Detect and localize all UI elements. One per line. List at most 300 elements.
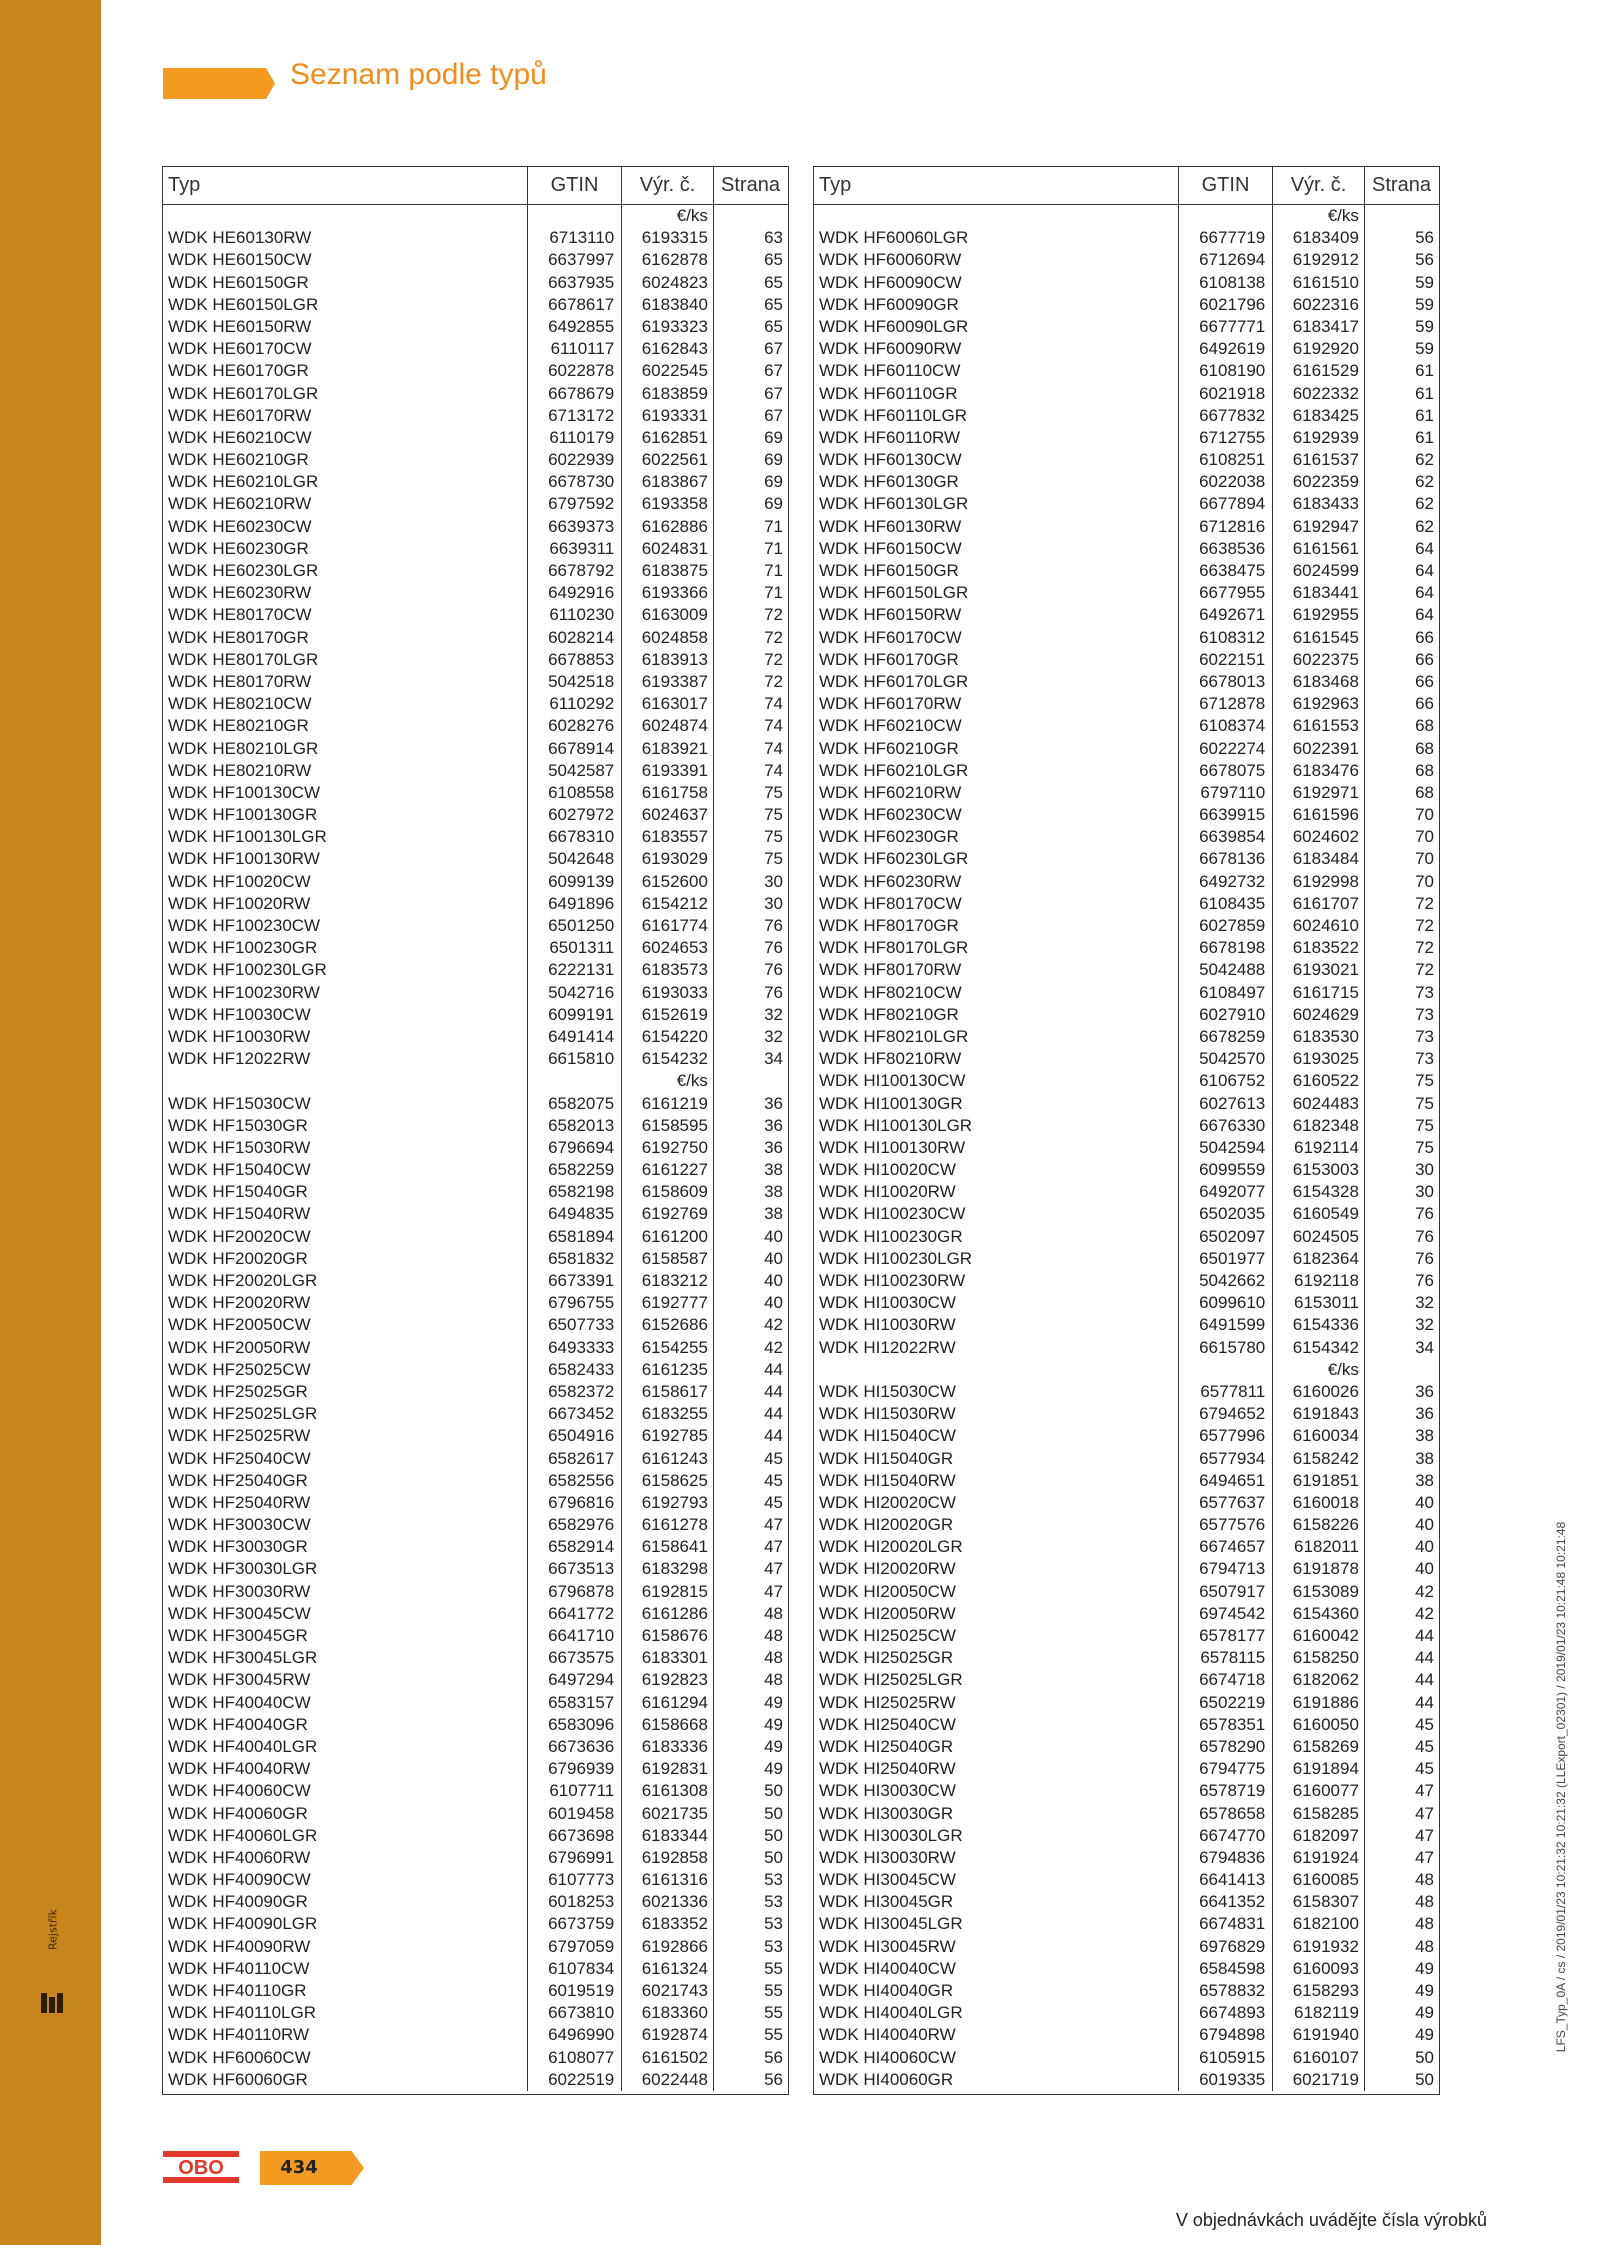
cell-vyr: 6191886 bbox=[1292, 1692, 1359, 1712]
cell-vyr: 6024858 bbox=[641, 627, 708, 647]
cell-gtin: 6028214 bbox=[548, 627, 615, 647]
cell-typ: WDK HF60210CW bbox=[819, 716, 962, 736]
table-row bbox=[163, 893, 788, 915]
cell-gtin: 6493333 bbox=[548, 1337, 615, 1357]
cell-vyr: 6182011 bbox=[1293, 1537, 1359, 1557]
cell-typ: WDK HF15030CW bbox=[168, 1093, 311, 1113]
cell-strana: 44 bbox=[1415, 1670, 1435, 1690]
cell-gtin: 6018253 bbox=[548, 1892, 615, 1912]
cell-gtin: 6110117 bbox=[550, 339, 615, 359]
table-row bbox=[814, 294, 1439, 316]
cell-vyr: 6154342 bbox=[1292, 1337, 1359, 1357]
cell-typ: WDK HI25040CW bbox=[819, 1714, 956, 1734]
table-row bbox=[163, 982, 788, 1004]
cell-vyr: 6183336 bbox=[641, 1736, 708, 1756]
cell-gtin: 6581894 bbox=[548, 1226, 615, 1246]
cell-typ: WDK HI10030RW bbox=[819, 1315, 956, 1335]
table-row bbox=[163, 471, 788, 493]
cell-gtin: 6099191 bbox=[548, 1004, 615, 1024]
cell-gtin: 6019519 bbox=[548, 1981, 615, 2000]
cell-strana: 70 bbox=[1415, 805, 1435, 825]
cell-strana: 40 bbox=[764, 1271, 784, 1290]
cell-strana: 75 bbox=[764, 805, 784, 825]
table-row bbox=[814, 272, 1439, 294]
table-row bbox=[163, 915, 788, 937]
cell-strana: 38 bbox=[764, 1160, 784, 1180]
cell-strana: 56 bbox=[764, 2069, 784, 2089]
cell-typ: WDK HI40060GR bbox=[819, 2069, 954, 2089]
document-id: LFS_Typ_0A / cs / 2019/01/23 10:21:32 10:21:32 (LLExport_02301) / 2019/01/23 10:21:48 10:21:48 bbox=[1554, 1521, 1568, 2053]
cell-gtin: 6492077 bbox=[1199, 1182, 1266, 1202]
cell-vyr: 6183484 bbox=[1292, 849, 1359, 869]
cell-gtin: 5042488 bbox=[1199, 960, 1266, 980]
cell-typ: WDK HF60130GR bbox=[819, 472, 959, 492]
cell-gtin: 6578351 bbox=[1199, 1714, 1266, 1734]
col-typ: Typ bbox=[819, 174, 852, 196]
cell-gtin: 6502035 bbox=[1199, 1204, 1266, 1224]
cell-strana: 76 bbox=[1415, 1248, 1435, 1268]
cell-vyr: 6152686 bbox=[641, 1315, 708, 1335]
table-row bbox=[163, 1448, 788, 1470]
cell-strana: 42 bbox=[1415, 1603, 1435, 1623]
cell-strana: 53 bbox=[764, 1936, 784, 1956]
cell-gtin: 6797592 bbox=[548, 494, 615, 514]
cell-vyr: 6192998 bbox=[1292, 871, 1359, 891]
cell-gtin: 6578290 bbox=[1199, 1736, 1266, 1756]
cell-gtin: 6797110 bbox=[1200, 782, 1266, 802]
cell-vyr: 6193315 bbox=[641, 228, 708, 248]
cell-strana: 45 bbox=[764, 1492, 784, 1512]
cell-gtin: 5042587 bbox=[548, 760, 615, 780]
cell-vyr: 6162878 bbox=[641, 250, 708, 270]
cell-strana: 49 bbox=[764, 1692, 784, 1712]
cell-gtin: 6501977 bbox=[1199, 1248, 1266, 1268]
cell-typ: WDK HF40060LGR bbox=[168, 1825, 318, 1845]
cell-strana: 71 bbox=[764, 561, 784, 580]
table-row bbox=[163, 1337, 788, 1359]
cell-typ: WDK HI100230GR bbox=[819, 1226, 963, 1246]
cell-strana: 50 bbox=[1415, 2047, 1435, 2067]
cell-strana: 64 bbox=[1415, 605, 1435, 625]
cell-vyr: €/ks bbox=[1327, 206, 1359, 225]
cell-vyr: 6154212 bbox=[641, 893, 708, 913]
cell-strana: 42 bbox=[764, 1337, 784, 1357]
table-row bbox=[163, 1869, 788, 1891]
cell-strana: 66 bbox=[1415, 694, 1435, 714]
cell-strana: 45 bbox=[1415, 1714, 1435, 1734]
cell-gtin: 6577637 bbox=[1199, 1492, 1266, 1512]
cell-typ: WDK HI100130LGR bbox=[819, 1115, 973, 1135]
cell-strana: 38 bbox=[764, 1182, 784, 1202]
cell-strana: 64 bbox=[1415, 583, 1435, 603]
cell-strana: 50 bbox=[764, 1803, 784, 1823]
cell-strana: 76 bbox=[1415, 1204, 1435, 1224]
cell-strana: 49 bbox=[764, 1759, 784, 1779]
table-row bbox=[814, 1803, 1439, 1825]
cell-vyr: 6158617 bbox=[641, 1381, 708, 1401]
cell-strana: 36 bbox=[764, 1093, 784, 1113]
cell-strana bbox=[1362, 205, 1439, 227]
cell-vyr: 6160085 bbox=[1292, 1870, 1359, 1890]
cell-strana: 47 bbox=[1415, 1825, 1435, 1845]
cell-typ: WDK HE60170GR bbox=[168, 361, 309, 381]
cell-strana: 76 bbox=[764, 960, 784, 980]
cell-gtin: 6638475 bbox=[1199, 561, 1266, 580]
cell-vyr: 6022316 bbox=[1292, 294, 1359, 314]
cell-gtin: 6678617 bbox=[548, 294, 615, 314]
cell-typ bbox=[814, 1359, 1174, 1381]
cell-typ: WDK HE80170LGR bbox=[168, 649, 319, 669]
cell-typ: WDK HE60150CW bbox=[168, 250, 312, 270]
table-row bbox=[163, 205, 788, 227]
cell-typ: WDK HE60170RW bbox=[168, 405, 312, 425]
cell-vyr: 6183352 bbox=[641, 1914, 708, 1934]
table-row bbox=[814, 693, 1439, 715]
cell-vyr: 6191894 bbox=[1292, 1759, 1359, 1779]
cell-gtin: 6674893 bbox=[1199, 2003, 1266, 2023]
cell-gtin: 6578832 bbox=[1199, 1981, 1266, 2000]
cell-typ: WDK HI30045GR bbox=[819, 1892, 954, 1912]
cell-typ: WDK HI20020CW bbox=[819, 1492, 956, 1512]
table-row bbox=[814, 1314, 1439, 1336]
cell-gtin: 6578719 bbox=[1199, 1781, 1266, 1801]
table-row bbox=[163, 693, 788, 715]
table-row bbox=[814, 893, 1439, 915]
table-row bbox=[163, 959, 788, 981]
cell-typ: WDK HF20050CW bbox=[168, 1315, 311, 1335]
cell-strana: 48 bbox=[764, 1670, 784, 1690]
cell-vyr: 6161545 bbox=[1292, 627, 1359, 647]
cell-vyr: 6162843 bbox=[641, 339, 708, 359]
cell-gtin: 6501250 bbox=[548, 916, 615, 935]
cell-gtin: 6110179 bbox=[549, 427, 615, 447]
cell-strana: 50 bbox=[764, 1847, 784, 1867]
table-row bbox=[814, 1425, 1439, 1447]
table-row bbox=[814, 782, 1439, 804]
cell-strana: 72 bbox=[764, 627, 784, 647]
table-row bbox=[163, 1137, 788, 1159]
cell-vyr: 6193387 bbox=[641, 671, 708, 691]
cell-gtin: 6678198 bbox=[1199, 938, 1266, 958]
cell-typ: WDK HF20020LGR bbox=[168, 1271, 318, 1290]
cell-gtin: 6797059 bbox=[548, 1936, 615, 1956]
table-row bbox=[814, 2024, 1439, 2046]
cell-typ: WDK HE60170LGR bbox=[168, 383, 319, 403]
cell-typ: WDK HF40090CW bbox=[168, 1870, 311, 1890]
cell-strana: 50 bbox=[764, 1781, 784, 1801]
cell-vyr: 6158285 bbox=[1292, 1803, 1359, 1823]
cell-typ: WDK HI10020RW bbox=[819, 1182, 956, 1202]
cell-strana: 75 bbox=[1415, 1093, 1435, 1113]
cell-vyr: 6193323 bbox=[641, 316, 708, 336]
cell-vyr: 6183557 bbox=[641, 827, 708, 847]
cell-strana: 74 bbox=[764, 694, 784, 714]
book-icon bbox=[41, 1993, 63, 2013]
cell-gtin: 6639311 bbox=[549, 538, 615, 558]
table-row bbox=[814, 538, 1439, 560]
cell-gtin: 6492855 bbox=[548, 316, 615, 336]
cell-typ: WDK HI40040CW bbox=[819, 1958, 956, 1978]
cell-typ: WDK HF40090RW bbox=[168, 1936, 311, 1956]
cell-typ: WDK HF40110RW bbox=[168, 2025, 310, 2045]
table-row bbox=[814, 826, 1439, 848]
cell-typ: WDK HF40090LGR bbox=[168, 1914, 318, 1934]
table-body bbox=[163, 205, 788, 2091]
cell-strana: 32 bbox=[764, 1004, 784, 1024]
type-table-left bbox=[162, 166, 789, 2095]
cell-typ: WDK HE80170CW bbox=[168, 605, 312, 625]
cell-strana: 59 bbox=[1415, 294, 1435, 314]
cell-gtin: 6022038 bbox=[1199, 472, 1266, 492]
table-row bbox=[163, 1026, 788, 1048]
cell-vyr: 6183921 bbox=[641, 738, 708, 758]
col-typ: Typ bbox=[168, 174, 201, 196]
cell-vyr: 6158587 bbox=[641, 1248, 708, 1268]
cell-typ: WDK HF100130CW bbox=[168, 782, 321, 802]
cell-gtin: 6677832 bbox=[1199, 405, 1266, 425]
cell-typ: WDK HF30045GR bbox=[168, 1626, 308, 1645]
cell-strana: 36 bbox=[764, 1137, 784, 1157]
cell-gtin: 6582372 bbox=[548, 1381, 615, 1401]
cell-strana: 45 bbox=[764, 1470, 784, 1490]
table-row bbox=[163, 1803, 788, 1825]
cell-strana: 71 bbox=[764, 538, 784, 558]
cell-strana: 42 bbox=[1415, 1581, 1435, 1601]
cell-strana: 76 bbox=[1415, 1226, 1435, 1246]
cell-vyr: 6160050 bbox=[1292, 1714, 1359, 1734]
table-row bbox=[814, 671, 1439, 693]
cell-typ: WDK HF80170GR bbox=[819, 916, 959, 935]
cell-typ: WDK HI25025CW bbox=[819, 1626, 956, 1645]
cell-gtin: 6099610 bbox=[1199, 1293, 1266, 1313]
cell-typ: WDK HF10020CW bbox=[168, 871, 311, 891]
cell-typ: WDK HI25040RW bbox=[819, 1759, 956, 1779]
cell-vyr: 6192912 bbox=[1292, 250, 1359, 270]
cell-vyr: 6161502 bbox=[641, 2047, 708, 2067]
cell-typ: WDK HF15030GR bbox=[168, 1115, 308, 1135]
table-row bbox=[814, 449, 1439, 471]
cell-gtin: 6713172 bbox=[548, 405, 615, 425]
cell-strana: 65 bbox=[764, 272, 784, 292]
cell-gtin bbox=[1174, 205, 1270, 227]
cell-gtin: 6108435 bbox=[1199, 893, 1266, 913]
cell-gtin: 6673759 bbox=[548, 1914, 615, 1934]
table-row bbox=[163, 338, 788, 360]
cell-strana: 40 bbox=[764, 1226, 784, 1246]
cell-gtin: 6677771 bbox=[1199, 316, 1266, 336]
table-row bbox=[163, 1048, 788, 1070]
cell-vyr: 6183425 bbox=[1292, 405, 1359, 425]
cell-strana: 70 bbox=[1415, 871, 1435, 891]
cell-typ: WDK HE80210RW bbox=[168, 760, 312, 780]
table-row bbox=[814, 582, 1439, 604]
cell-gtin: 6678853 bbox=[548, 649, 615, 669]
cell-typ: WDK HE60230GR bbox=[168, 538, 309, 558]
cell-strana: 55 bbox=[764, 2003, 784, 2023]
cell-strana: 30 bbox=[1415, 1182, 1435, 1202]
cell-strana: 44 bbox=[764, 1404, 784, 1424]
cell-gtin: 6022519 bbox=[548, 2069, 615, 2089]
cell-typ: WDK HF100130GR bbox=[168, 805, 318, 825]
cell-gtin: 6794652 bbox=[1199, 1404, 1266, 1424]
logo-text: OBO bbox=[178, 2157, 224, 2179]
cell-strana: 49 bbox=[1415, 2025, 1435, 2045]
cell-strana: 64 bbox=[1415, 561, 1435, 580]
cell-vyr: 6192114 bbox=[1293, 1137, 1359, 1157]
cell-vyr: 6161243 bbox=[641, 1448, 708, 1468]
cell-strana: 30 bbox=[764, 871, 784, 891]
cell-vyr: €/ks bbox=[1327, 1359, 1359, 1379]
cell-typ: WDK HI40060CW bbox=[819, 2047, 956, 2067]
cell-typ: WDK HF60210LGR bbox=[819, 760, 969, 780]
cell-vyr: 6192750 bbox=[641, 1137, 708, 1157]
cell-typ: WDK HF10030CW bbox=[168, 1004, 311, 1024]
cell-typ: WDK HI100130GR bbox=[819, 1093, 963, 1113]
cell-typ: WDK HF80170CW bbox=[819, 893, 962, 913]
cell-gtin: 6796755 bbox=[548, 1293, 615, 1313]
cell-strana: 49 bbox=[1415, 2003, 1435, 2023]
table-row bbox=[163, 804, 788, 826]
cell-vyr: 6161235 bbox=[641, 1359, 708, 1379]
cell-typ: WDK HF30045RW bbox=[168, 1670, 311, 1690]
cell-strana: 30 bbox=[1415, 1160, 1435, 1180]
cell-typ: WDK HE60210LGR bbox=[168, 472, 319, 492]
table-row bbox=[814, 1514, 1439, 1536]
cell-typ: WDK HF40110LGR bbox=[168, 2003, 317, 2023]
cell-typ: WDK HE60210RW bbox=[168, 494, 312, 514]
cell-vyr: 6192955 bbox=[1292, 605, 1359, 625]
cell-typ: WDK HI15030RW bbox=[819, 1404, 956, 1424]
table-row bbox=[163, 1581, 788, 1603]
table-row bbox=[163, 1603, 788, 1625]
cell-gtin: 6676330 bbox=[1199, 1115, 1266, 1135]
cell-gtin: 6027910 bbox=[1199, 1004, 1266, 1024]
cell-vyr: 6160018 bbox=[1292, 1492, 1359, 1512]
col-strana: Strana bbox=[713, 167, 787, 204]
cell-vyr: 6182348 bbox=[1292, 1115, 1359, 1135]
cell-gtin: 6108374 bbox=[1199, 716, 1266, 736]
cell-gtin: 6502219 bbox=[1199, 1692, 1266, 1712]
cell-vyr: 6191940 bbox=[1292, 2025, 1359, 2045]
cell-typ: WDK HF40040RW bbox=[168, 1759, 311, 1779]
table-row bbox=[814, 959, 1439, 981]
cell-vyr: 6024610 bbox=[1292, 916, 1359, 935]
table-row bbox=[814, 715, 1439, 737]
cell-typ: WDK HF15030RW bbox=[168, 1137, 311, 1157]
cell-typ: WDK HE60130RW bbox=[168, 228, 312, 248]
cell-vyr: 6154328 bbox=[1292, 1182, 1359, 1202]
cell-typ: WDK HI100230LGR bbox=[819, 1248, 973, 1268]
cell-gtin: 6796878 bbox=[548, 1581, 615, 1601]
cell-gtin: 5042594 bbox=[1199, 1137, 1266, 1157]
cell-vyr: 6022561 bbox=[641, 450, 708, 470]
table-row bbox=[163, 1980, 788, 2002]
cell-gtin: 6674831 bbox=[1199, 1914, 1266, 1934]
cell-vyr: 6024831 bbox=[641, 538, 708, 558]
cell-vyr: 6158641 bbox=[641, 1537, 708, 1557]
table-header bbox=[814, 167, 1439, 205]
table-row bbox=[814, 604, 1439, 626]
cell-strana: 70 bbox=[1415, 849, 1435, 869]
cell-gtin: 6582617 bbox=[548, 1448, 615, 1468]
cell-typ: WDK HF20020RW bbox=[168, 1293, 311, 1313]
cell-gtin: 6107773 bbox=[548, 1870, 615, 1890]
cell-typ: WDK HI12022RW bbox=[819, 1337, 956, 1357]
cell-typ: WDK HI20020GR bbox=[819, 1515, 954, 1535]
cell-strana: 44 bbox=[764, 1381, 784, 1401]
cell-gtin: 6507733 bbox=[548, 1315, 615, 1335]
cell-gtin: 6678259 bbox=[1199, 1026, 1266, 1046]
cell-gtin: 6673636 bbox=[548, 1736, 615, 1756]
table-row bbox=[814, 1115, 1439, 1137]
cell-gtin: 6674770 bbox=[1199, 1825, 1266, 1845]
cell-strana: 75 bbox=[764, 782, 784, 802]
cell-typ: WDK HE60230LGR bbox=[168, 561, 319, 580]
table-row bbox=[163, 294, 788, 316]
cell-gtin: 6582556 bbox=[548, 1470, 615, 1490]
cell-vyr: 6024505 bbox=[1292, 1226, 1359, 1246]
cell-typ: WDK HI15040RW bbox=[819, 1470, 956, 1490]
cell-gtin: 6108077 bbox=[548, 2047, 615, 2067]
cell-vyr: 6183913 bbox=[641, 649, 708, 669]
cell-typ: WDK HF60090RW bbox=[819, 339, 962, 359]
cell-vyr: 6192963 bbox=[1292, 694, 1359, 714]
cell-strana: 68 bbox=[1415, 760, 1435, 780]
cell-strana: 42 bbox=[764, 1315, 784, 1335]
cell-gtin: 6639373 bbox=[548, 516, 615, 536]
cell-vyr: 6158676 bbox=[641, 1626, 708, 1645]
cell-typ: WDK HF20020CW bbox=[168, 1226, 311, 1246]
cell-vyr: 6183255 bbox=[641, 1404, 708, 1424]
table-row bbox=[814, 427, 1439, 449]
cell-strana: 59 bbox=[1415, 339, 1435, 359]
table-row bbox=[163, 1381, 788, 1403]
table-row bbox=[814, 1226, 1439, 1248]
cell-gtin: 6108558 bbox=[548, 782, 615, 802]
cell-vyr: 6154232 bbox=[641, 1049, 708, 1069]
table-row bbox=[163, 2002, 788, 2024]
table-row bbox=[814, 915, 1439, 937]
cell-typ: WDK HF25025LGR bbox=[168, 1404, 318, 1424]
cell-vyr: 6024629 bbox=[1292, 1004, 1359, 1024]
table-row bbox=[814, 316, 1439, 338]
cell-gtin: 6582433 bbox=[548, 1359, 615, 1379]
table-row bbox=[163, 227, 788, 249]
table-row bbox=[163, 1625, 788, 1647]
cell-vyr: 6158226 bbox=[1292, 1515, 1359, 1535]
table-row bbox=[163, 360, 788, 382]
cell-gtin: 6494835 bbox=[548, 1204, 615, 1224]
cell-strana: 48 bbox=[1415, 1870, 1435, 1890]
cell-gtin: 6678730 bbox=[548, 472, 615, 492]
cell-gtin: 6028276 bbox=[548, 716, 615, 736]
table-row bbox=[163, 427, 788, 449]
cell-strana: 40 bbox=[1415, 1492, 1435, 1512]
cell-vyr: 6182097 bbox=[1292, 1825, 1359, 1845]
cell-vyr: 6192769 bbox=[641, 1204, 708, 1224]
cell-strana: 44 bbox=[764, 1359, 784, 1379]
cell-vyr: 6158269 bbox=[1292, 1736, 1359, 1756]
cell-vyr: 6162886 bbox=[641, 516, 708, 536]
cell-vyr: 6183417 bbox=[1292, 316, 1359, 336]
table-row bbox=[163, 1913, 788, 1935]
cell-vyr: 6022391 bbox=[1292, 738, 1359, 758]
cell-strana: 53 bbox=[764, 1892, 784, 1912]
table-row bbox=[814, 2047, 1439, 2069]
cell-strana: 38 bbox=[1415, 1448, 1435, 1468]
cell-strana: 50 bbox=[764, 1825, 784, 1845]
cell-gtin: 6492671 bbox=[1199, 605, 1266, 625]
